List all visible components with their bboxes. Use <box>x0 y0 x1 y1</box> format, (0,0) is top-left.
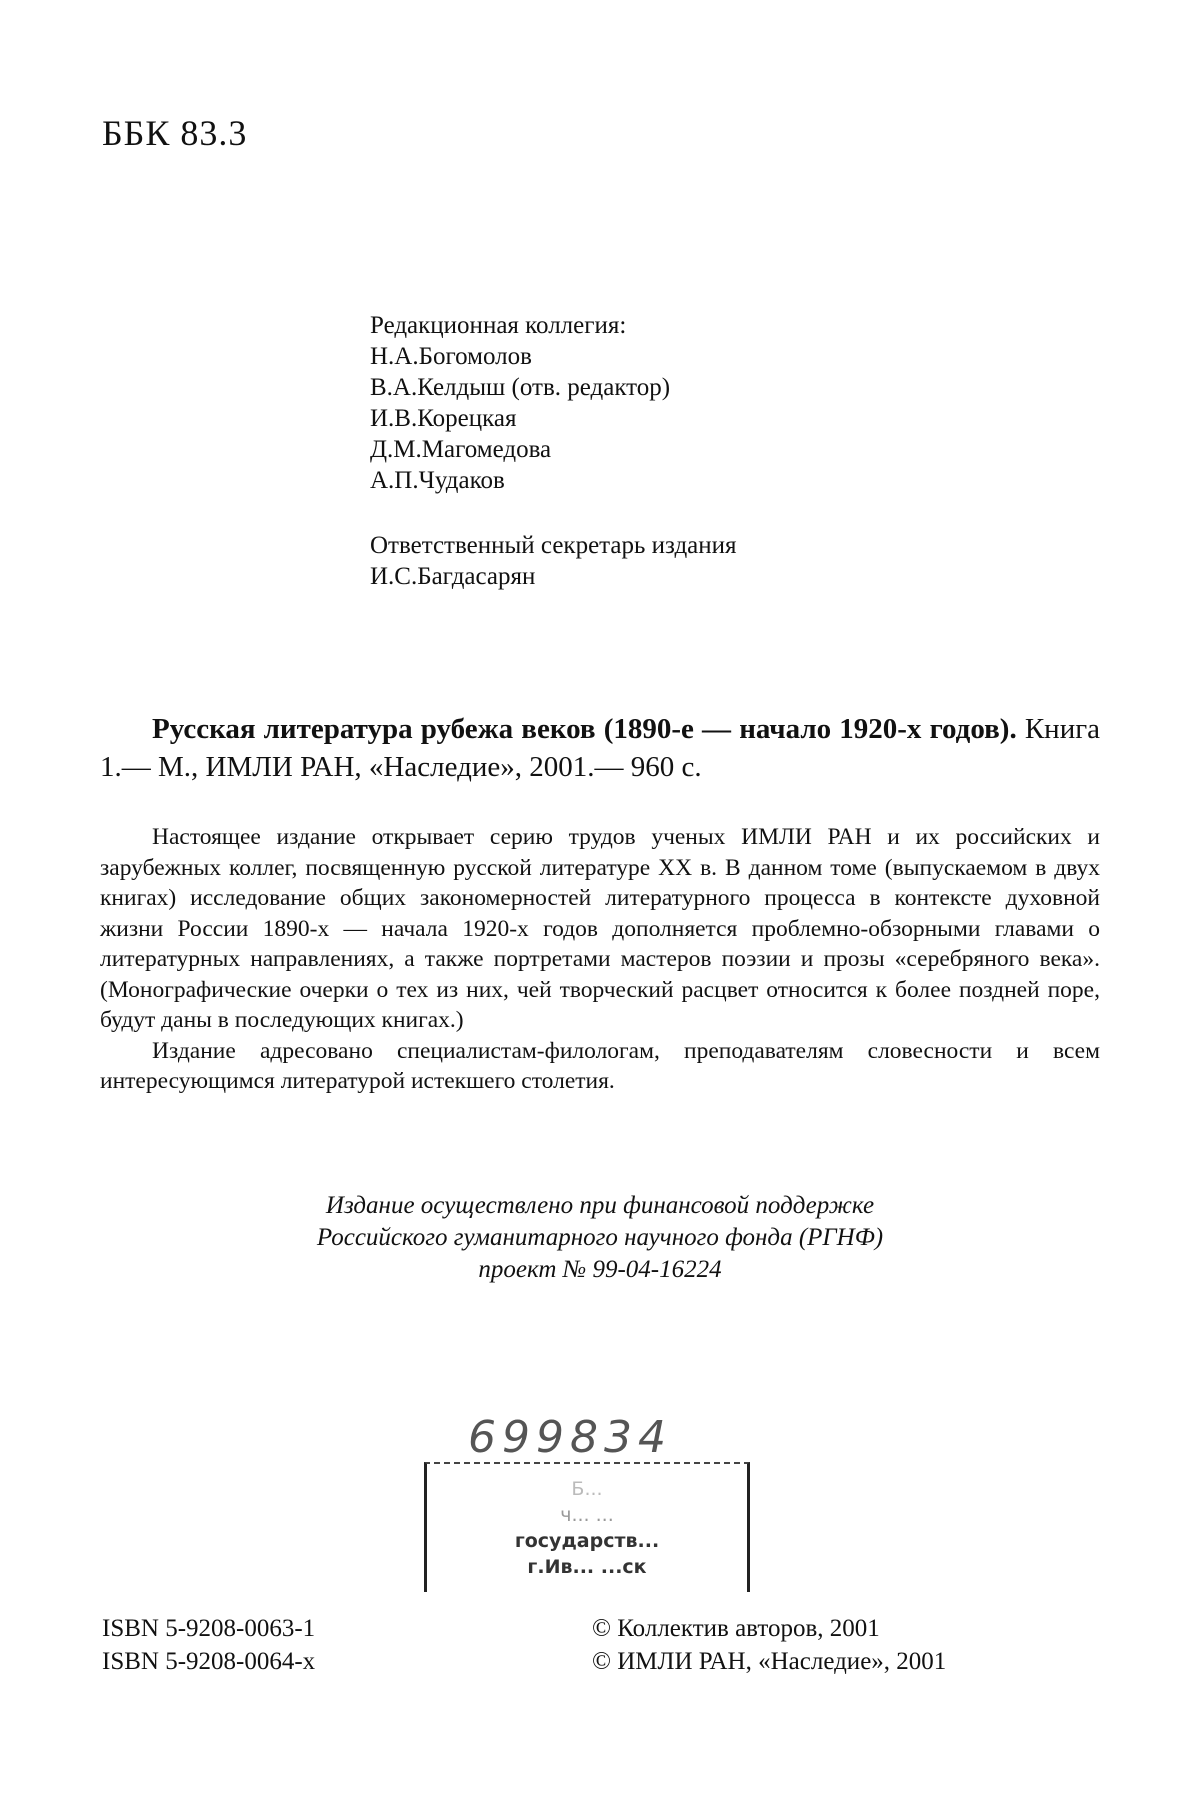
stamp-text: г.Ив... ...ск <box>527 1556 647 1578</box>
annotation-paragraph: Настоящее издание открывает серию трудов ученых ИМЛИ РАН и их российских и зарубежных коллег, посвященную русской литературе XX в. В данном томе (выпускаемом в двух книгах) исследование общих закономерностей литературного процесса в контексте духовной жизни России 1890-х — начала 1920-х годов дополняется проблемно-обзорными главами о литературных направлениях, а также портретами мастеров поэзии и прозы «серебряного века». (Монографические очерки о тех из них, чей творческий расцвет относится к более поздней поре, будут даны в последующих книгах.) <box>100 824 1100 1033</box>
annotation <box>100 822 1100 1097</box>
annotation-paragraph: Издание адресовано специалистам-филологам, преподавателям словесности и всем интересующимся литературой истекшего столетия. <box>100 1037 1100 1094</box>
grant-line: Российского гуманитарного научного фонда (РГНФ) <box>316 1224 884 1251</box>
stamp-text: ч... ... <box>560 1504 614 1526</box>
grant-notice <box>100 1190 1100 1286</box>
copyright-line: © ИМЛИ РАН, «Наследие», 2001 <box>592 1648 947 1675</box>
board-member: В.А.Келдыш (отв. редактор) <box>370 374 671 401</box>
editorial-board-heading: Редакционная коллегия: <box>370 312 627 339</box>
copyright-line: © Коллектив авторов, 2001 <box>592 1615 880 1642</box>
citation-details: Книга 1.— М., ИМЛИ РАН, «Наследие», 2001.— 960 с. <box>100 713 1100 783</box>
isbn: ISBN 5-9208-0064-х <box>102 1648 316 1675</box>
bbk-code: ББК 83.3 <box>102 113 248 153</box>
editorial-board <box>370 310 670 496</box>
board-member: И.В.Корецкая <box>370 405 517 432</box>
bibliographic-citation <box>100 710 1100 786</box>
isbn: ISBN 5-9208-0063-1 <box>102 1615 316 1642</box>
secretary-heading: Ответственный секретарь издания <box>370 532 737 559</box>
library-stamp-number: 699834 <box>468 1412 672 1463</box>
board-member: А.П.Чудаков <box>370 467 505 494</box>
board-member: Н.А.Богомолов <box>370 343 532 370</box>
grant-project-number: проект № 99-04-16224 <box>478 1256 722 1283</box>
grant-line: Издание осуществлено при финансовой поддержке <box>325 1192 875 1219</box>
stamp-text: Б... <box>571 1478 603 1500</box>
secretary-name: И.С.Багдасарян <box>370 563 536 590</box>
copyright-block <box>592 1612 946 1678</box>
stamp-text: государств... <box>514 1530 660 1552</box>
citation-title: Русская литература рубежа веков (1890-е — начало 1920-х годов). <box>152 713 1017 745</box>
library-stamp <box>424 1462 750 1592</box>
board-member: Д.М.Магомедова <box>370 436 552 463</box>
isbn-block <box>102 1612 315 1678</box>
executive-secretary <box>370 530 737 592</box>
